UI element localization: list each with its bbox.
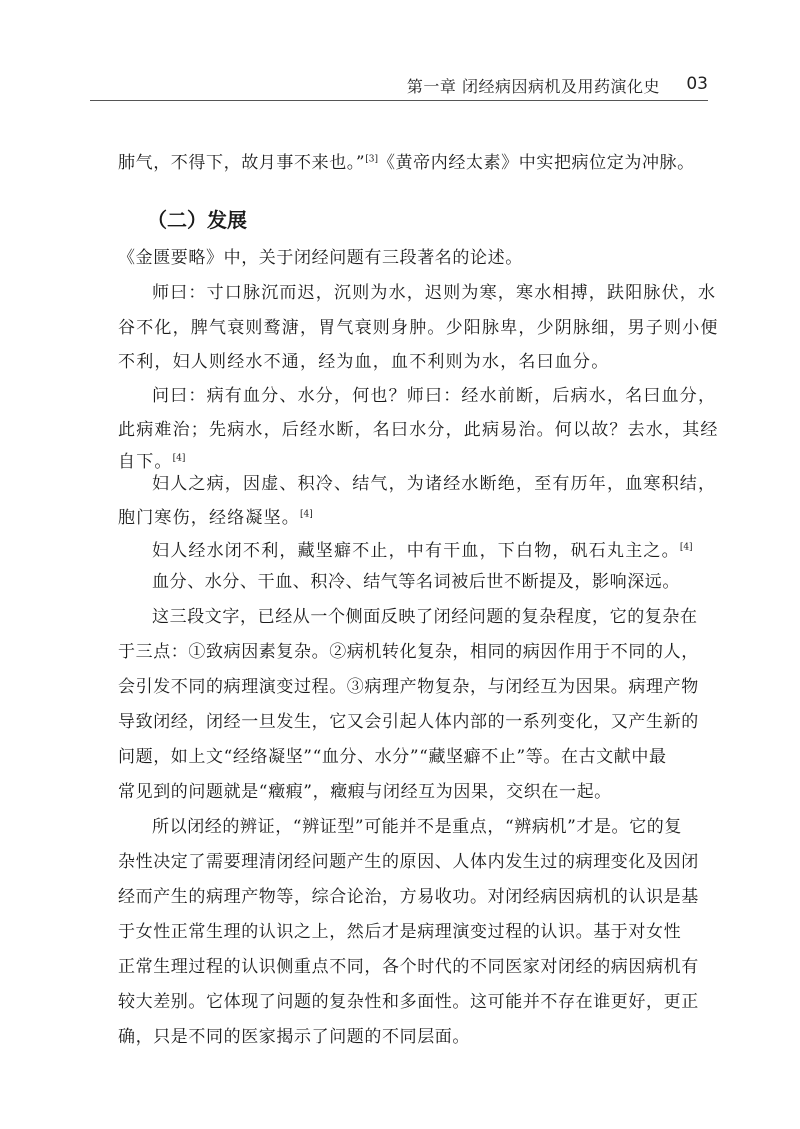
text-line: 较大差别。它体现了问题的复杂性和多面性。这可能并不存在谁更好，更正	[118, 992, 699, 1012]
quote-line: 师曰：寸口脉沉而迟，沉则为水，迟则为寒，寒水相搏，趺阳脉伏，水	[152, 283, 717, 303]
text-line: 这三段文字，已经从一个侧面反映了闭经问题的复杂程度，它的复杂在	[152, 607, 698, 627]
text-line: 《金匮要略》中，关于闭经问题有三段著名的论述。	[118, 248, 523, 268]
text-line: 问题，如上文“经络凝坚”“血分、水分”“藏坚癖不止”等。在古文献中最	[118, 747, 667, 767]
quote-line: 谷不化，脾气衰则鹜溏，胃气衰则身肿。少阳脉卑，少阴脉细，男子则小便	[118, 318, 719, 338]
text-line: 正常生理过程的认识侧重点不同，各个时代的不同医家对闭经的病因病机有	[118, 957, 699, 977]
text-line: 导致闭经，闭经一旦发生，它又会引起人体内部的一系列变化，又产生新的	[118, 712, 699, 732]
text-line: 经而产生的病理产物等，综合论治，方易收功。对闭经病因病机的认识是基	[118, 887, 699, 907]
text-line: 会引发不同的病理演变过程。③病理产物复杂，与闭经互为因果。病理产物	[118, 677, 699, 697]
text-line: 确，只是不同的医家揭示了问题的不同层面。	[118, 1027, 470, 1047]
quote-line: 此病难治；先病水，后经水断，名曰水分，此病易治。何以故？去水，其经	[118, 420, 719, 440]
text-line: 所以闭经的辨证，“辨证型”可能并不是重点，“辨病机”才是。它的复	[152, 817, 682, 837]
quote-line: 妇人经水闭不利，藏坚癖不止，中有干血，下白物，矾石丸主之。[4]	[152, 541, 693, 561]
text-line: 于三点：①致病因素复杂。②病机转化复杂，相同的病因作用于不同的人，	[118, 642, 699, 662]
page-number: 03	[686, 74, 708, 94]
text-line: 于女性正常生理的认识之上，然后才是病理演变过程的认识。基于对女性	[118, 922, 682, 942]
text-line: 常见到的问题就是“癥瘕”，癥瘕与闭经互为因果，交织在一起。	[118, 782, 612, 802]
quote-line: 自下。[4]	[118, 452, 186, 472]
text-line: 血分、水分、干血、积冷、结气等名词被后世不断提及，影响深远。	[152, 572, 680, 592]
text-line: 肺气，不得下，故月事不来也。”[3]《黄帝内经太素》中实把病位定为冲脉。	[118, 153, 695, 173]
quote-line: 不利，妇人则经水不通，经为血，血不利则为水，名曰血分。	[118, 352, 610, 372]
quote-line: 问曰：病有血分、水分，何也？师曰：经水前断，后病水，名曰血分，	[152, 386, 717, 406]
running-header	[90, 70, 708, 100]
chapter-title: 第一章 闭经病因病机及用药演化史	[406, 77, 660, 96]
section-heading: （二）发展	[147, 208, 247, 232]
text-line: 杂性决定了需要理清闭经问题产生的原因、人体内发生过的病理变化及因闭	[118, 852, 699, 872]
header-rule	[90, 100, 708, 101]
quote-line: 胞门寒伤，经络凝坚。[4]	[118, 508, 313, 528]
quote-line: 妇人之病，因虚、积冷、结气，为诸经水断绝，至有历年，血寒积结，	[152, 474, 717, 494]
